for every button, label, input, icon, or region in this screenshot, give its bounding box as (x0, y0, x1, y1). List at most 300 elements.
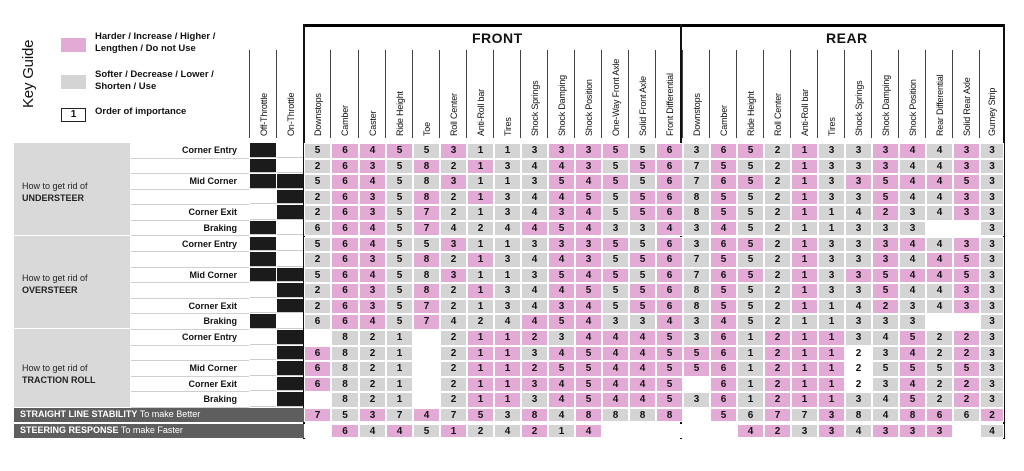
setting-cell: 5 (331, 408, 359, 422)
setting-cell (953, 314, 980, 330)
setting-cell: 1 (791, 361, 818, 377)
setting-cell: 8 (629, 408, 656, 422)
setting-cell: 6 (710, 237, 737, 253)
setting-cell: 6 (331, 190, 359, 206)
setting-cell: 6 (331, 174, 359, 190)
setting-cell: 3 (575, 237, 602, 253)
setting-cell: 1 (791, 174, 818, 190)
setting-cell: 4 (575, 330, 602, 346)
column-header: Front Differential (664, 73, 675, 136)
setting-cell: 3 (980, 283, 1004, 299)
throttle-cell (277, 190, 303, 205)
setting-cell: 2 (764, 205, 791, 221)
setting-cell: 5 (602, 174, 629, 190)
setting-cell: 6 (656, 143, 683, 159)
setting-cell: 2 (926, 392, 953, 408)
setting-cell: 1 (791, 252, 818, 268)
setting-cell: 5 (656, 361, 683, 377)
setting-cell: 1 (791, 268, 818, 284)
setting-cell: 4 (359, 237, 386, 253)
setting-cell: 4 (899, 159, 926, 175)
setting-cell: 8 (413, 174, 440, 190)
setting-cell: 5 (872, 190, 899, 206)
setting-cell: 3 (953, 143, 980, 159)
setting-cell: 5 (575, 377, 602, 393)
setting-cell: 1 (494, 377, 521, 393)
setting-cell: 5 (386, 237, 413, 253)
column-header: Tires (502, 117, 513, 136)
setting-cell: 7 (413, 299, 440, 315)
setting-cell: 6 (331, 299, 359, 315)
setting-cell: 5 (629, 237, 656, 253)
column-divider (763, 50, 764, 138)
setting-cell: 5 (629, 143, 656, 159)
setting-cell: 5 (737, 252, 764, 268)
setting-cell: 6 (331, 143, 359, 159)
setting-cell: 3 (548, 299, 575, 315)
setting-cell: 3 (845, 143, 872, 159)
throttle-cell (250, 268, 276, 283)
setting-cell: 7 (413, 205, 440, 221)
setting-cell: 2 (926, 346, 953, 362)
setting-cell: 5 (629, 252, 656, 268)
setting-cell: 3 (872, 221, 899, 237)
setting-cell: 6 (331, 424, 359, 438)
setting-cell: 4 (494, 221, 521, 237)
setting-cell: 1 (494, 392, 521, 408)
setting-cell: 2 (980, 408, 1004, 422)
setting-cell: 3 (359, 190, 386, 206)
setting-cell: 6 (331, 221, 359, 237)
setting-cell: 5 (386, 283, 413, 299)
column-header: Camber (340, 105, 350, 136)
setting-cell: 3 (548, 205, 575, 221)
row-line (131, 173, 249, 174)
setting-cell: 3 (953, 205, 980, 221)
setting-cell: 8 (683, 283, 710, 299)
setting-cell: 3 (683, 221, 710, 237)
setting-cell (304, 424, 331, 438)
setting-cell: 4 (899, 377, 926, 393)
column-header: Gurney Strip (987, 87, 997, 136)
setting-cell: 4 (521, 314, 548, 330)
setting-cell: 3 (818, 174, 845, 190)
column-divider (547, 50, 548, 138)
setting-cell: 2 (521, 330, 548, 346)
setting-cell: 5 (602, 159, 629, 175)
column-divider (249, 50, 250, 138)
setting-cell: 6 (710, 377, 737, 393)
setting-cell: 3 (872, 314, 899, 330)
column-divider (952, 50, 953, 138)
setting-cell: 3 (818, 143, 845, 159)
setting-cell: 4 (899, 143, 926, 159)
setting-cell: 3 (899, 314, 926, 330)
column-header: Camber (718, 105, 729, 136)
setting-cell: 1 (467, 268, 494, 284)
setting-cell: 4 (575, 314, 602, 330)
setting-cell: 3 (683, 314, 710, 330)
setting-cell: 5 (386, 314, 413, 330)
setting-cell: 5 (953, 361, 980, 377)
setting-cell: 3 (548, 143, 575, 159)
setting-cell: 6 (710, 346, 737, 362)
setting-cell: 3 (602, 221, 629, 237)
column-divider (709, 50, 710, 138)
setting-cell: 5 (683, 361, 710, 377)
setting-cell: 3 (818, 237, 845, 253)
straight-line-stability-label (20, 409, 200, 419)
setting-cell: 5 (737, 283, 764, 299)
setting-cell: 1 (818, 205, 845, 221)
setting-cell: 6 (304, 314, 331, 330)
setting-cell: 4 (548, 408, 575, 422)
setting-cell: 3 (872, 159, 899, 175)
setting-cell: 1 (791, 346, 818, 362)
row-label: Corner Entry (181, 145, 237, 155)
setting-cell: 3 (872, 237, 899, 253)
setting-cell: 5 (656, 377, 683, 393)
setting-cell: 1 (386, 377, 413, 393)
column-divider (358, 50, 359, 138)
setting-cell: 2 (872, 205, 899, 221)
row-label: Braking (203, 222, 237, 233)
setting-cell: 3 (494, 205, 521, 221)
setting-cell: 4 (926, 190, 953, 206)
setting-cell: 1 (494, 346, 521, 362)
setting-cell: 8 (899, 408, 926, 422)
setting-cell (953, 221, 980, 237)
row-line (131, 329, 249, 330)
row-label: Mid Corner (189, 269, 237, 280)
setting-cell (602, 424, 629, 438)
setting-cell: 1 (818, 330, 845, 346)
setting-cell: 2 (764, 159, 791, 175)
setting-cell: 2 (953, 377, 980, 393)
setting-cell: 5 (386, 143, 413, 159)
front-header-rule (305, 24, 680, 27)
setting-cell: 4 (548, 392, 575, 408)
order-label: Order of importance (95, 106, 187, 117)
setting-cell: 7 (440, 408, 467, 422)
setting-cell (413, 346, 440, 362)
setting-cell: 1 (791, 283, 818, 299)
throttle-cell (250, 314, 276, 329)
row-line (131, 189, 249, 190)
setting-cell: 1 (467, 377, 494, 393)
setting-cell: 2 (764, 392, 791, 408)
throttle-cell (250, 392, 276, 407)
setting-cell: 4 (710, 314, 737, 330)
setting-cell: 2 (440, 190, 467, 206)
row-line (131, 360, 249, 361)
setting-cell: 5 (386, 159, 413, 175)
setting-cell (953, 424, 980, 438)
setting-cell: 1 (386, 346, 413, 362)
throttle-cell (277, 314, 303, 329)
column-divider (898, 50, 899, 138)
setting-cell: 5 (629, 174, 656, 190)
understeer-label-2: UNDERSTEER (22, 193, 85, 203)
understeer-label-1: How to get rid of (22, 181, 88, 191)
setting-cell: 3 (953, 159, 980, 175)
setting-cell: 6 (656, 283, 683, 299)
order-box: 1 (61, 108, 86, 122)
column-divider (844, 50, 845, 138)
setting-cell: 3 (440, 174, 467, 190)
setting-cell: 1 (737, 346, 764, 362)
setting-cell: 3 (521, 143, 548, 159)
setting-cell: 2 (764, 221, 791, 237)
rear-header-rule (681, 24, 1004, 27)
setting-cell: 3 (818, 252, 845, 268)
column-header: Solid Front Axle (637, 76, 648, 136)
setting-cell: 4 (629, 346, 656, 362)
setting-cell: 6 (304, 346, 331, 362)
setting-cell: 4 (521, 283, 548, 299)
setting-cell: 1 (494, 237, 521, 253)
setting-cell: 5 (737, 268, 764, 284)
column-header: Anti-Roll bar (475, 89, 486, 136)
setting-cell: 4 (440, 314, 467, 330)
setting-cell: 4 (548, 377, 575, 393)
setting-cell: 3 (872, 346, 899, 362)
throttle-cell (250, 237, 276, 252)
setting-cell: 2 (304, 205, 331, 221)
setting-cell: 2 (764, 143, 791, 159)
column-header: Solid Rear Axle (961, 77, 972, 136)
setting-cell: 5 (602, 143, 629, 159)
setting-cell: 6 (331, 252, 359, 268)
setting-cell: 3 (980, 268, 1004, 284)
setting-cell: 3 (899, 424, 926, 438)
setting-cell: 5 (737, 143, 764, 159)
setting-cell: 4 (548, 190, 575, 206)
setting-cell: 3 (926, 424, 953, 438)
setting-cell: 3 (818, 159, 845, 175)
setting-cell: 3 (899, 205, 926, 221)
setting-cell: 2 (440, 252, 467, 268)
setting-cell: 2 (304, 283, 331, 299)
setting-cell: 6 (656, 159, 683, 175)
column-header: Shock Position (907, 79, 918, 136)
setting-cell: 5 (602, 190, 629, 206)
setting-cell: 1 (467, 346, 494, 362)
setting-cell: 5 (304, 268, 331, 284)
setting-cell: 7 (413, 221, 440, 237)
setting-cell: 2 (764, 268, 791, 284)
setting-cell: 6 (331, 268, 359, 284)
setting-cell: 3 (359, 408, 386, 422)
row-line (131, 267, 249, 268)
setting-cell (413, 392, 440, 408)
setting-cell: 3 (575, 159, 602, 175)
column-divider (736, 50, 737, 138)
setting-cell: 5 (737, 205, 764, 221)
setting-cell: 8 (331, 330, 359, 346)
setting-cell: 2 (440, 346, 467, 362)
setting-cell: 4 (521, 205, 548, 221)
setting-cell: 4 (899, 237, 926, 253)
setting-cell: 4 (656, 314, 683, 330)
setting-cell: 5 (548, 268, 575, 284)
row-line (131, 313, 249, 314)
setting-cell: 6 (710, 330, 737, 346)
understeer-label (22, 180, 88, 204)
setting-cell: 2 (845, 346, 872, 362)
setting-cell: 8 (413, 159, 440, 175)
setting-cell: 5 (304, 143, 331, 159)
setting-cell: 3 (359, 283, 386, 299)
setting-cell: 5 (656, 346, 683, 362)
setting-cell: 6 (710, 361, 737, 377)
setting-cell: 3 (494, 283, 521, 299)
column-header: Downstops (312, 93, 323, 136)
gray-swatch (61, 75, 86, 89)
setting-cell: 4 (494, 424, 521, 438)
setting-cell: 8 (602, 408, 629, 422)
setting-cell: 3 (548, 330, 575, 346)
setting-cell: 4 (575, 205, 602, 221)
row-line (131, 345, 249, 346)
setting-cell: 5 (710, 299, 737, 315)
setting-cell: 1 (791, 314, 818, 330)
setting-cell: 3 (953, 283, 980, 299)
setting-cell: 1 (467, 392, 494, 408)
column-divider (682, 50, 683, 138)
setting-cell: 2 (304, 299, 331, 315)
setting-cell: 5 (737, 174, 764, 190)
setting-cell: 4 (845, 424, 872, 438)
row-label: Corner Entry (181, 332, 237, 342)
setting-cell: 3 (872, 143, 899, 159)
throttle-cell (277, 361, 303, 376)
setting-cell: 4 (359, 174, 386, 190)
setting-cell: 5 (413, 237, 440, 253)
setting-cell: 3 (629, 221, 656, 237)
setting-cell: 8 (575, 408, 602, 422)
setting-cell: 4 (575, 221, 602, 237)
setting-cell: 1 (467, 330, 494, 346)
setting-cell: 5 (953, 174, 980, 190)
throttle-cell (277, 268, 303, 283)
row-line (131, 391, 249, 392)
setting-cell: 2 (440, 205, 467, 221)
setting-cell: 1 (386, 392, 413, 408)
setting-cell: 6 (304, 361, 331, 377)
setting-cell: 1 (818, 346, 845, 362)
setting-cell: 2 (764, 299, 791, 315)
oversteer-label-1: How to get rid of (22, 273, 88, 283)
setting-cell: 1 (818, 361, 845, 377)
row-line (131, 376, 249, 377)
setting-cell: 5 (899, 361, 926, 377)
setting-cell: 5 (575, 283, 602, 299)
setting-cell: 6 (710, 143, 737, 159)
setting-cell: 7 (304, 408, 331, 422)
setting-cell: 5 (872, 361, 899, 377)
column-header: Off-Throttle (258, 93, 269, 136)
setting-cell (413, 361, 440, 377)
column-header: Caster (367, 110, 378, 136)
setting-cell: 4 (575, 268, 602, 284)
setting-cell: 5 (629, 190, 656, 206)
throttle-cell (277, 205, 303, 220)
setting-cell: 6 (656, 205, 683, 221)
setting-cell: 2 (521, 424, 548, 438)
column-divider (412, 50, 413, 138)
setting-cell: 1 (818, 392, 845, 408)
setting-cell: 7 (386, 408, 413, 422)
setting-cell: 6 (710, 268, 737, 284)
throttle-cell (250, 283, 276, 298)
setting-cell: 4 (899, 283, 926, 299)
setting-cell: 1 (467, 174, 494, 190)
setting-cell: 2 (467, 221, 494, 237)
column-header: Roll Center (448, 93, 459, 136)
setting-cell: 1 (791, 159, 818, 175)
setting-cell: 1 (467, 299, 494, 315)
pink-label-2: Lengthen / Do not Use (95, 43, 196, 54)
setting-cell: 3 (980, 330, 1004, 346)
column-header: Shock Springs (529, 80, 540, 136)
setting-cell: 3 (521, 392, 548, 408)
setting-cell: 4 (602, 377, 629, 393)
setting-cell: 1 (548, 424, 575, 438)
throttle-cell (277, 330, 303, 345)
setting-cell: 3 (953, 190, 980, 206)
setting-cell: 3 (440, 143, 467, 159)
setting-cell: 4 (926, 205, 953, 221)
setting-cell: 3 (899, 221, 926, 237)
setting-cell: 4 (386, 424, 413, 438)
throttle-cell (250, 330, 276, 345)
setting-cell: 8 (683, 190, 710, 206)
setting-cell (413, 377, 440, 393)
setting-cell: 3 (521, 346, 548, 362)
setting-cell: 3 (359, 299, 386, 315)
setting-cell: 3 (440, 237, 467, 253)
setting-cell: 1 (467, 237, 494, 253)
throttle-cell (250, 346, 276, 361)
setting-cell: 5 (656, 330, 683, 346)
setting-cell: 3 (494, 252, 521, 268)
setting-cell: 2 (764, 330, 791, 346)
setting-cell: 6 (737, 408, 764, 422)
setting-cell: 5 (710, 190, 737, 206)
setting-cell: 3 (980, 252, 1004, 268)
throttle-cell (250, 205, 276, 220)
setting-cell: 1 (737, 377, 764, 393)
setting-cell: 5 (737, 314, 764, 330)
setting-cell: 6 (331, 205, 359, 221)
column-header: Rear Differential (934, 74, 945, 136)
setting-cell: 2 (304, 159, 331, 175)
setting-cell: 4 (629, 330, 656, 346)
throttle-cell (250, 361, 276, 376)
setting-cell: 4 (602, 361, 629, 377)
column-divider (276, 50, 277, 138)
setting-cell (656, 424, 683, 438)
row-label: Braking (203, 316, 237, 326)
setting-cell: 1 (791, 377, 818, 393)
setting-cell: 3 (980, 159, 1004, 175)
setting-cell: 4 (521, 299, 548, 315)
column-divider (574, 50, 575, 138)
key-guide-title: Key Guide (20, 39, 37, 108)
setting-cell: 1 (467, 159, 494, 175)
column-divider (493, 50, 494, 138)
